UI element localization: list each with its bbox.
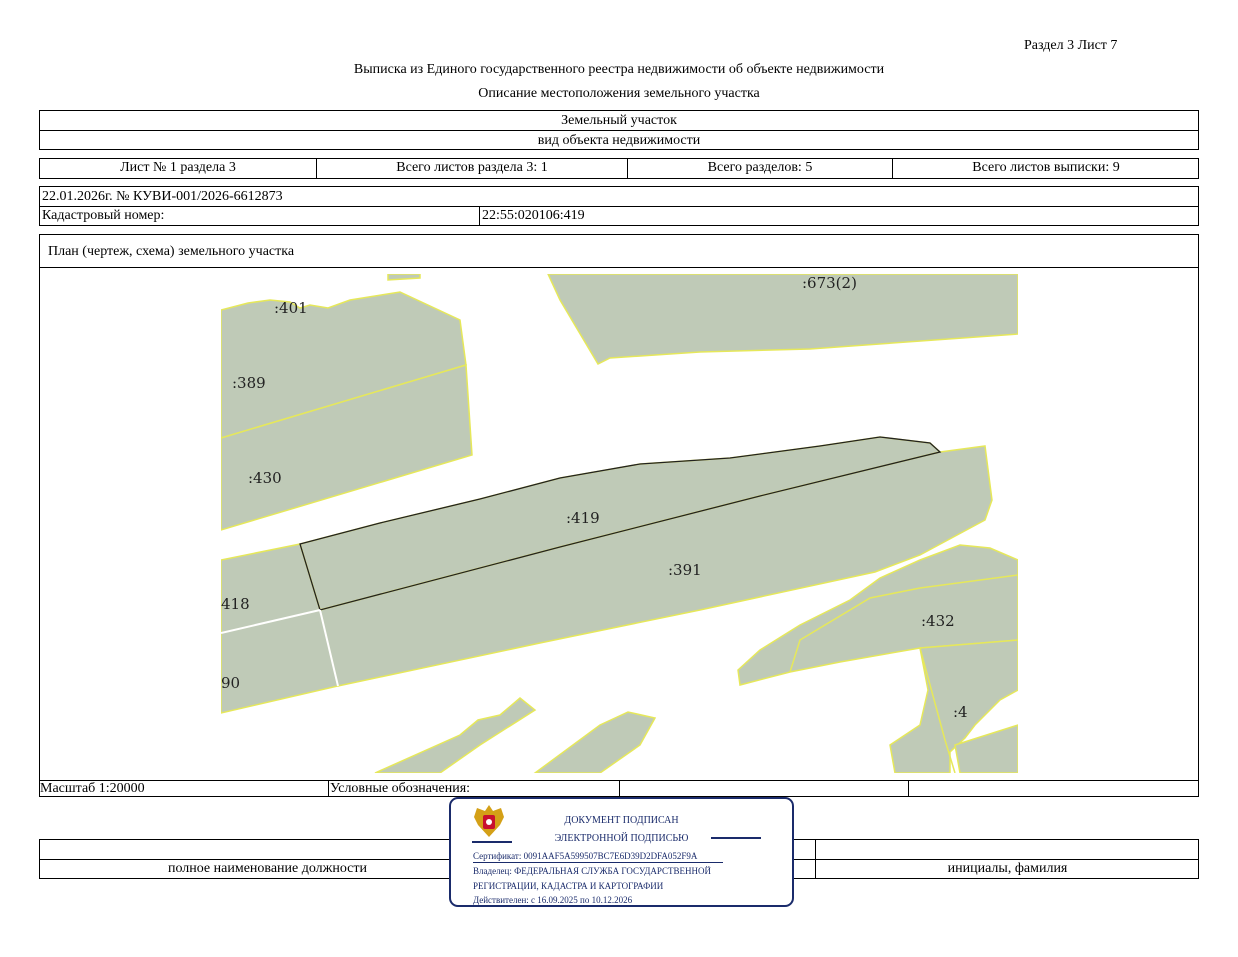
label-419: :419 bbox=[566, 509, 600, 527]
document-title: Выписка из Единого государственного реестра недвижимости об объекте недвижимости bbox=[353, 62, 885, 77]
object-type-table bbox=[39, 110, 1199, 150]
total-sheets-extract: Всего листов выписки: 9 bbox=[972, 160, 1120, 175]
label-4: :4 bbox=[953, 703, 968, 721]
label-432: :432 bbox=[921, 612, 955, 630]
parcel-673 bbox=[548, 274, 1018, 364]
label-430: :430 bbox=[248, 469, 282, 487]
stamp-line1: ДОКУМЕНТ ПОДПИСАН bbox=[564, 815, 679, 826]
sheet-number: Лист № 1 раздела 3 bbox=[120, 160, 236, 175]
label-90: 90 bbox=[221, 674, 241, 692]
sheets-row bbox=[39, 158, 1199, 179]
object-type: Земельный участок bbox=[561, 113, 677, 128]
label-401: :401 bbox=[274, 299, 308, 317]
plan-title: План (чертеж, схема) земельного участка bbox=[48, 244, 295, 259]
label-389: :389 bbox=[232, 374, 266, 392]
total-sections: Всего разделов: 5 bbox=[707, 160, 813, 175]
total-sheets-section: Всего листов раздела 3: 1 bbox=[396, 160, 548, 175]
section-sheet-label: Раздел 3 Лист 7 bbox=[1024, 38, 1118, 53]
stamp-certificate: Сертификат: 0091AAF5A599507BC7E6D39D2DFA052F9A bbox=[473, 851, 698, 861]
parcel-bottom-mid bbox=[535, 712, 655, 773]
parcel-bottom-left bbox=[375, 698, 535, 773]
label-673: :673(2) bbox=[802, 274, 857, 292]
record-date-number: 22.01.2026г. № КУВИ-001/2026-6612873 bbox=[42, 189, 283, 204]
stamp-owner2: РЕГИСТРАЦИИ, КАДАСТРА И КАРТОГРАФИИ bbox=[473, 881, 664, 891]
cadastral-label: Кадастровый номер: bbox=[42, 208, 165, 223]
stamp-line2: ЭЛЕКТРОННОЙ ПОДПИСЬЮ bbox=[554, 833, 689, 844]
position-caption: полное наименование должности bbox=[167, 861, 368, 876]
label-391: :391 bbox=[668, 561, 702, 579]
object-type-caption: вид объекта недвижимости bbox=[537, 133, 701, 148]
document-subtitle: Описание местоположения земельного участка bbox=[478, 86, 760, 101]
cadastral-number: 22:55:020106:419 bbox=[482, 208, 585, 223]
parcel-top-strip bbox=[388, 274, 420, 280]
label-418: 418 bbox=[221, 595, 250, 613]
legend-label: Условные обозначения: bbox=[330, 781, 471, 796]
stamp-owner1: Владелец: ФЕДЕРАЛЬНАЯ СЛУЖБА ГОСУДАРСТВЕННОЙ bbox=[473, 866, 712, 876]
scale-label: Масштаб 1:20000 bbox=[40, 781, 145, 796]
e-signature-stamp bbox=[449, 797, 794, 907]
initials-caption: инициалы, фамилия bbox=[947, 861, 1068, 876]
record-table bbox=[39, 186, 1199, 226]
cadastral-map bbox=[221, 274, 1018, 773]
stamp-valid: Действителен: с 16.09.2025 по 10.12.2026 bbox=[473, 895, 633, 905]
